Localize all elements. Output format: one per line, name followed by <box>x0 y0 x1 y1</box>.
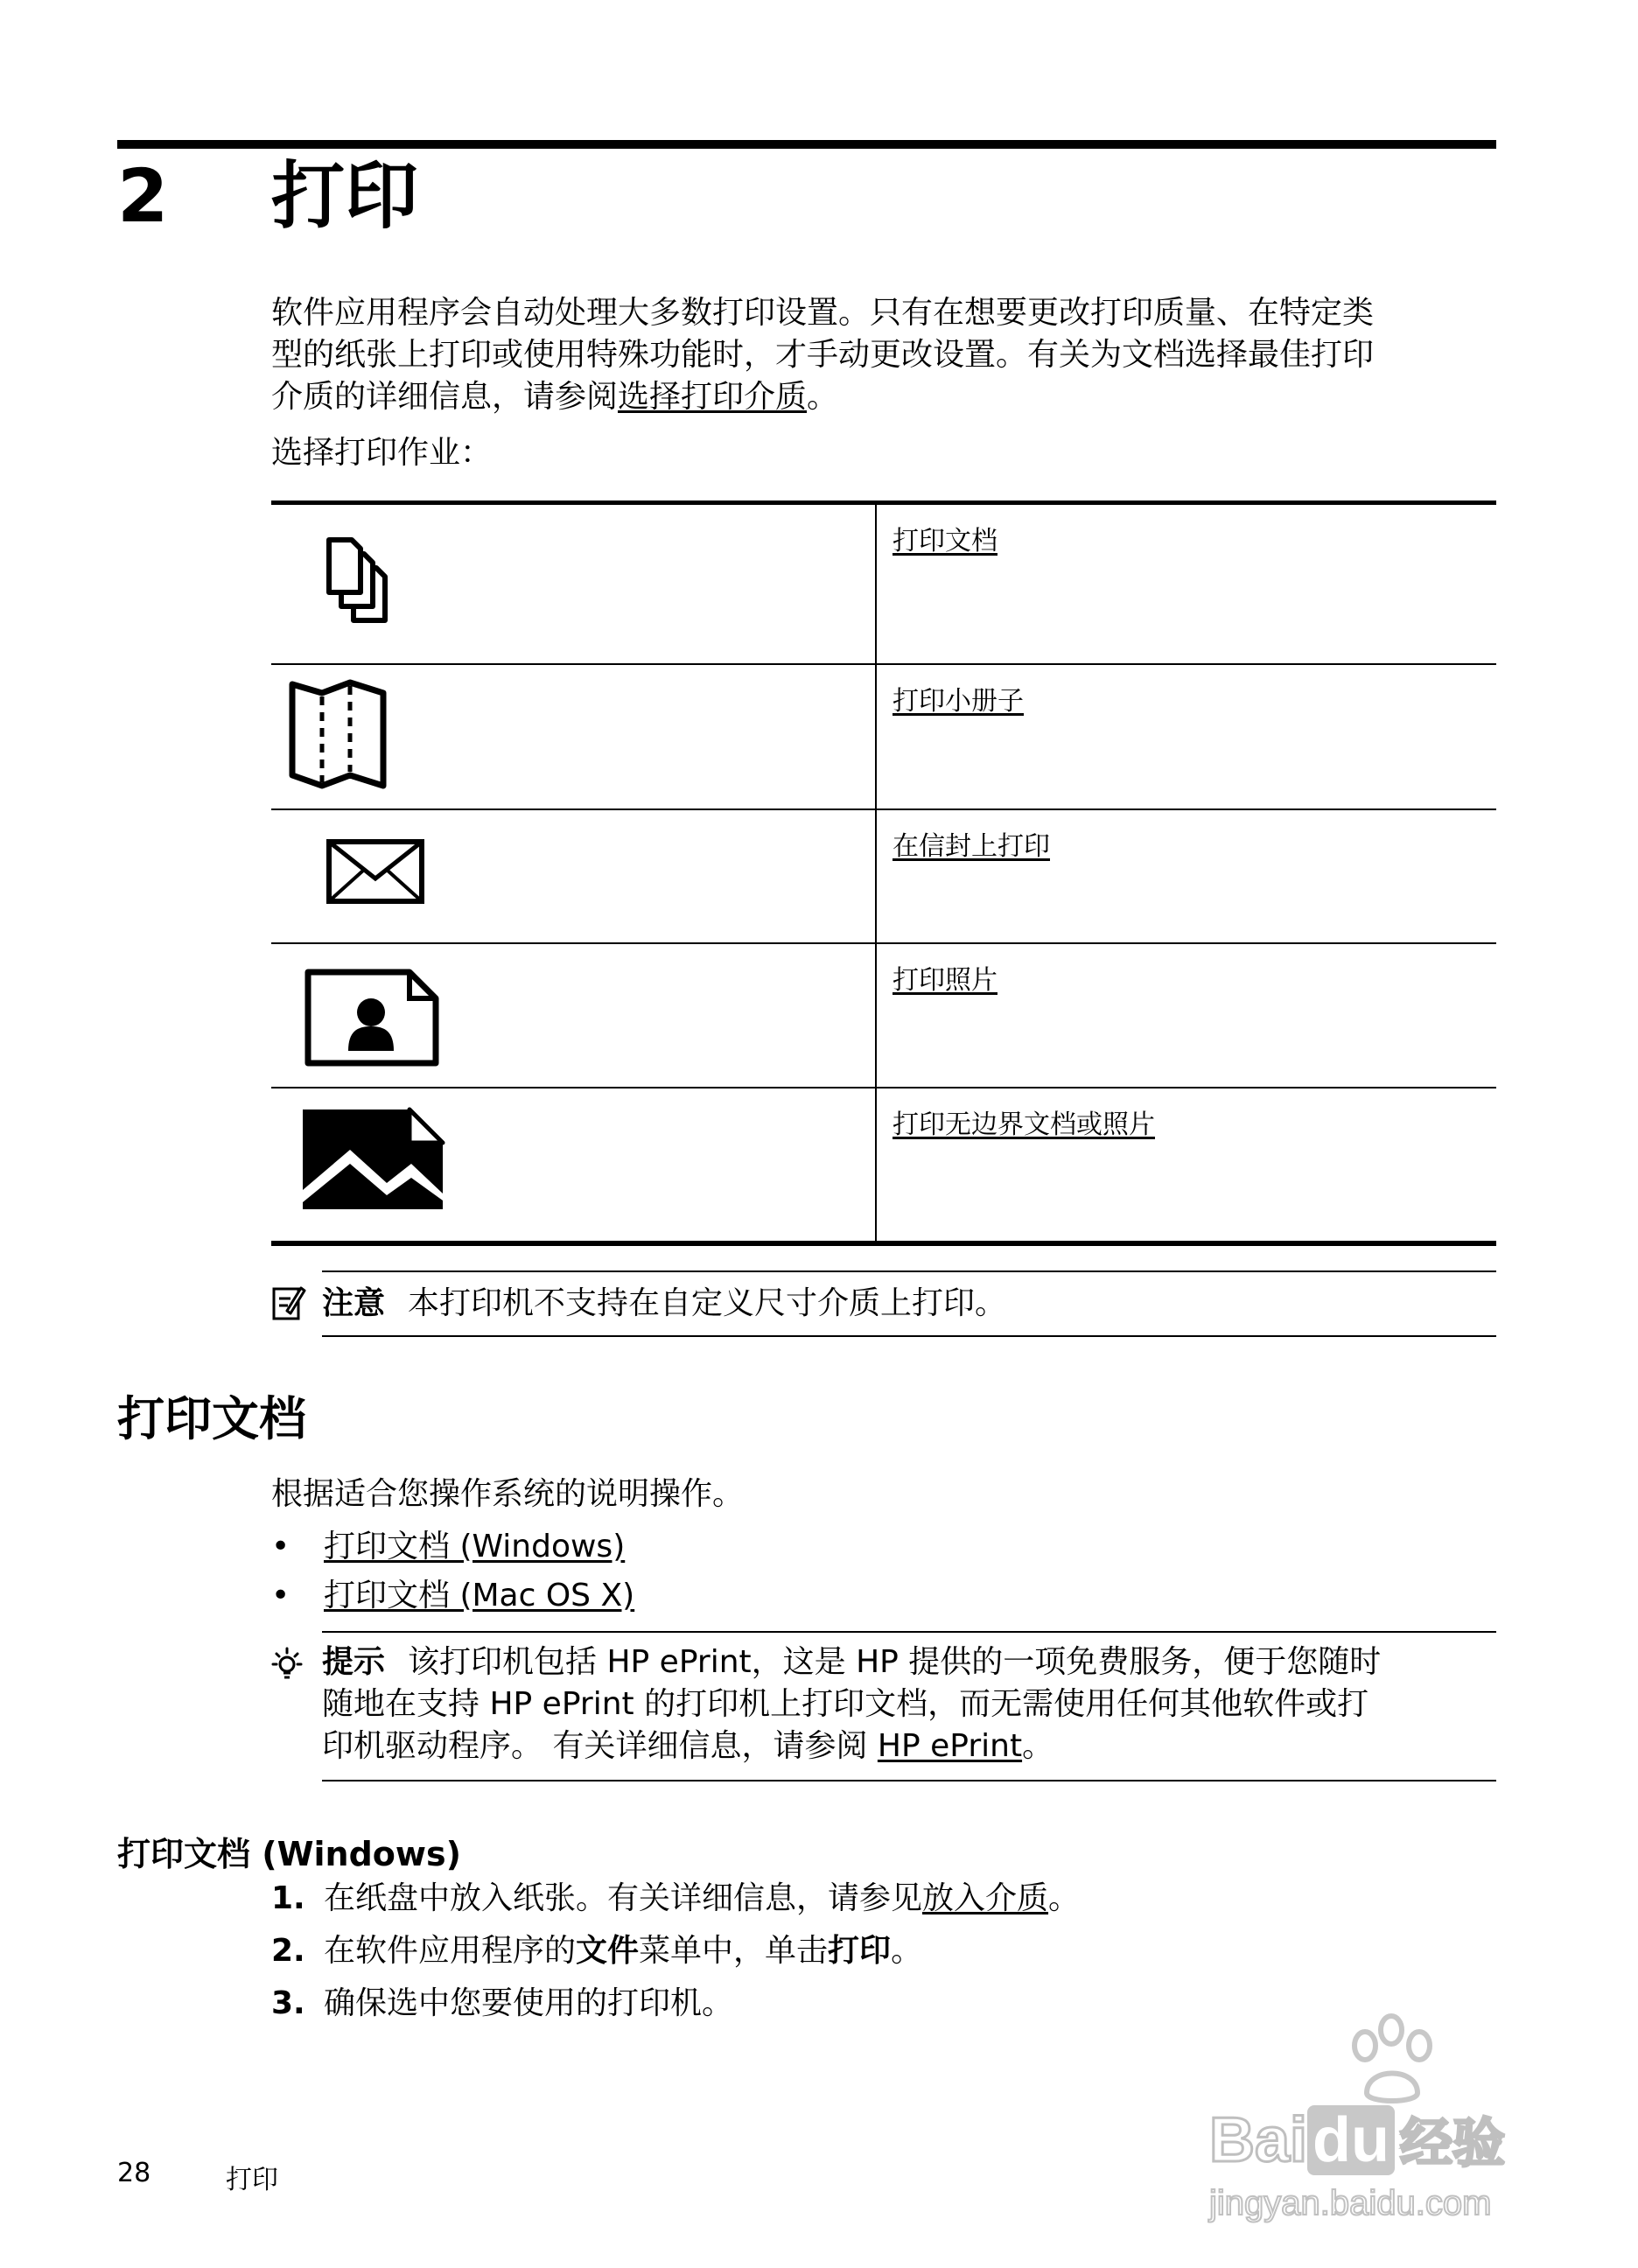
brochure-icon <box>280 674 402 796</box>
note-top-rule <box>322 1270 1496 1272</box>
step-text <box>324 1930 922 1972</box>
job-link-print-envelopes[interactable]: 在信封上打印 <box>892 831 1050 862</box>
bullet-marker: • <box>271 1578 290 1614</box>
link-print-documents-windows[interactable]: 打印文档 (Windows) <box>324 1529 626 1564</box>
print-command-label: 打印 <box>828 1933 892 1969</box>
step-number: 1. <box>271 1880 305 1916</box>
table-row <box>271 665 1496 810</box>
lightbulb-icon <box>268 1647 306 1685</box>
footer-chapter-title: 打印 <box>226 2165 278 2195</box>
tip-line-1-text: 该打印机包括 HP ePrint，这是 HP 提供的一项免费服务，便于您随时 <box>408 1644 1382 1680</box>
chapter-title: 打印 <box>271 153 419 239</box>
intro-line-3-prefix: 介质的详细信息，请参阅 <box>271 379 619 415</box>
borderless-icon <box>299 1102 457 1216</box>
footer-page-number: 28 <box>117 2158 151 2188</box>
job-link-print-brochure[interactable]: 打印小册子 <box>892 686 1024 717</box>
table-icon-cell <box>271 665 877 810</box>
tip-line-2: 随地在支持 HP ePrint 的打印机上打印文档，而无需使用任何其他软件或打 <box>322 1686 1369 1722</box>
table-row <box>271 1088 1496 1242</box>
section-heading: 打印文档 <box>117 1391 306 1446</box>
intro-line-3-suffix: 。 <box>807 379 839 415</box>
note-text: 本打印机不支持在自定义尺寸介质上打印。 <box>408 1285 1007 1321</box>
table-row <box>271 944 1496 1088</box>
tip-label: 提示 <box>322 1644 386 1680</box>
windows-subheading: 打印文档 (Windows) <box>117 1835 461 1873</box>
hp-eprint-link[interactable]: HP ePrint <box>877 1728 1023 1764</box>
job-link-print-documents[interactable]: 打印文档 <box>892 526 998 556</box>
tip-top-rule <box>322 1631 1496 1633</box>
note-label: 注意 <box>322 1285 386 1321</box>
step-text: 确保选中您要使用的打印机。 <box>324 1985 734 2021</box>
baidu-watermark <box>1209 2012 1577 2222</box>
step-number: 2. <box>271 1933 305 1969</box>
note-icon <box>271 1284 306 1323</box>
intro-line-2: 型的纸张上打印或使用特殊功能时，才手动更改设置。有关为文档选择最佳打印 <box>271 337 1375 373</box>
job-link-print-photos[interactable]: 打印照片 <box>892 965 998 996</box>
select-job-label: 选择打印作业： <box>271 435 493 471</box>
step-1-prefix: 在纸盘中放入纸张。有关详细信息，请参见 <box>324 1880 923 1916</box>
envelope-icon <box>324 836 429 915</box>
note-callout <box>322 1283 1006 1325</box>
documents-icon <box>318 535 424 640</box>
bullet-marker: • <box>271 1529 290 1564</box>
watermark-brand <box>1209 2105 1506 2175</box>
step-number: 3. <box>271 1985 305 2021</box>
watermark-brand-left: Bai <box>1209 2105 1308 2175</box>
table-row <box>271 505 1496 664</box>
select-media-link[interactable]: 选择打印介质 <box>618 379 808 415</box>
chapter-number: 2 <box>117 153 169 239</box>
job-link-print-borderless[interactable]: 打印无边界文档或照片 <box>892 1110 1155 1140</box>
load-media-link[interactable]: 放入介质 <box>922 1880 1049 1916</box>
table-icon-cell <box>271 944 877 1088</box>
tip-line-3-prefix: 印机驱动程序。 有关详细信息，请参阅 <box>322 1728 878 1764</box>
table-icon-cell <box>271 810 877 943</box>
file-menu-label: 文件 <box>576 1933 640 1969</box>
tip-line-1 <box>322 1642 1494 1684</box>
watermark-url: jingyan.baidu.com <box>1209 2184 1492 2222</box>
photo-icon <box>303 963 452 1077</box>
chapter-top-rule <box>117 140 1496 149</box>
tip-bottom-rule <box>322 1780 1496 1782</box>
table-row <box>271 810 1496 943</box>
note-bottom-rule <box>322 1335 1496 1337</box>
step-text <box>324 1878 1080 1920</box>
table-bottom-rule <box>271 1241 1496 1246</box>
step-2-prefix: 在软件应用程序的 <box>324 1933 577 1969</box>
step-2-mid: 菜单中，单击 <box>639 1933 829 1969</box>
section-intro: 根据适合您操作系统的说明操作。 <box>271 1476 745 1512</box>
watermark-suffix: 经验 <box>1400 2114 1506 2173</box>
intro-line-3 <box>271 376 1496 418</box>
step-2-suffix: 。 <box>891 1933 923 1969</box>
tip-line-3 <box>322 1726 1494 1768</box>
intro-line-1: 软件应用程序会自动处理大多数打印设置。只有在想要更改打印质量、在特定类 <box>271 295 1375 331</box>
step-1-suffix: 。 <box>1048 1880 1081 1916</box>
tip-callout <box>322 1642 1494 1768</box>
paw-icon <box>1340 2012 1446 2109</box>
watermark-brand-right: du <box>1307 2105 1395 2175</box>
table-icon-cell <box>271 505 877 664</box>
intro-paragraph <box>271 292 1496 418</box>
link-print-documents-mac[interactable]: 打印文档 (Mac OS X) <box>324 1578 635 1614</box>
table-icon-cell <box>271 1088 877 1242</box>
tip-line-3-suffix: 。 <box>1022 1728 1054 1764</box>
